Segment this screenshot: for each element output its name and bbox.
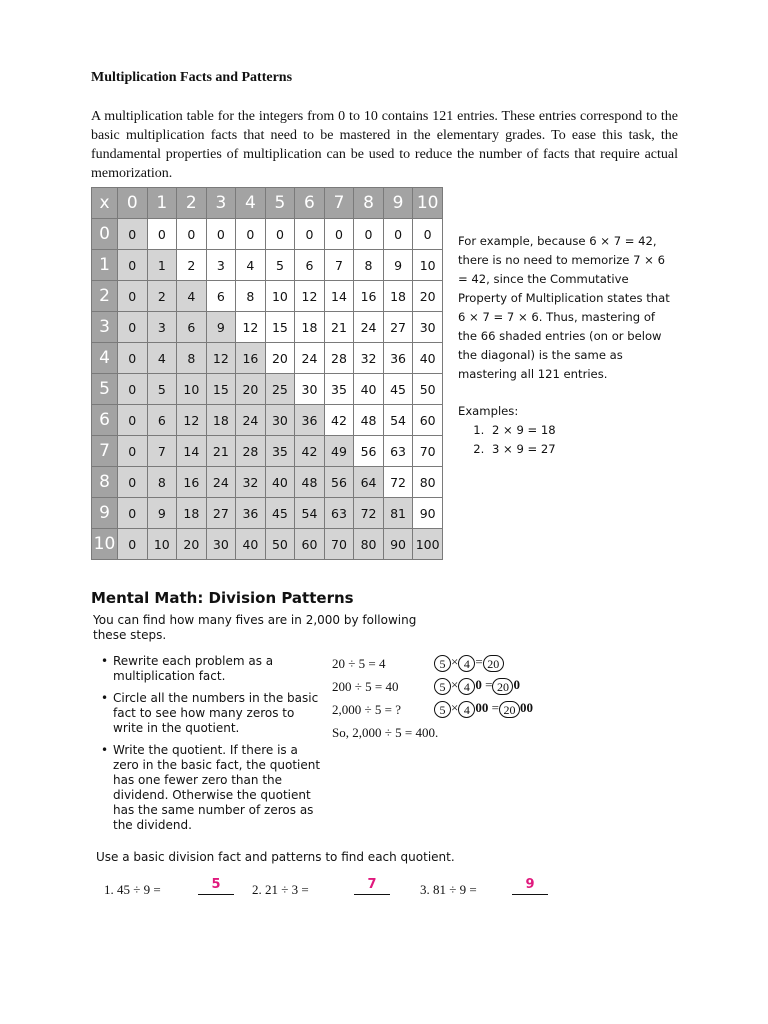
product-cell: 21 [206,436,236,467]
product-cell: 0 [147,219,177,250]
row-header: 7 [92,436,118,467]
column-header: 3 [206,188,236,219]
equation-4: So, 2,000 ÷ 5 = 400. [332,725,439,740]
product-cell: 56 [324,467,354,498]
product-cell: 8 [236,281,266,312]
product-cell: 10 [147,529,177,560]
column-header: 0 [118,188,148,219]
circled-number: 4 [458,678,475,695]
row-header: 6 [92,405,118,436]
product-cell: 16 [354,281,384,312]
product-cell: 32 [236,467,266,498]
step-item: • Rewrite each problem as a multiplication fact. [101,654,326,684]
product-cell: 4 [177,281,207,312]
answer-3[interactable]: 9 [512,878,548,895]
row-header: 1 [92,250,118,281]
product-cell: 63 [383,436,413,467]
answer-1[interactable]: 5 [198,878,234,895]
column-header: 10 [413,188,443,219]
fact-3: 5 × 4 00 = 20 00 [434,700,533,718]
product-cell: 72 [383,467,413,498]
problem-3: 3. 81 ÷ 9 = [420,882,477,897]
product-cell: 20 [265,343,295,374]
product-cell: 25 [265,374,295,405]
product-cell: 0 [383,219,413,250]
product-cell: 24 [354,312,384,343]
product-cell: 3 [206,250,236,281]
circled-number: 5 [434,701,451,718]
table-row [92,219,443,250]
product-cell: 40 [236,529,266,560]
product-cell: 0 [177,219,207,250]
product-cell: 7 [324,250,354,281]
product-cell: 30 [265,405,295,436]
product-cell: 70 [413,436,443,467]
product-cell: 64 [354,467,384,498]
row-header: 4 [92,343,118,374]
column-header: 7 [324,188,354,219]
product-cell: 20 [177,529,207,560]
column-header: 8 [354,188,384,219]
product-cell: 40 [265,467,295,498]
table-row [92,343,443,374]
product-cell: 2 [177,250,207,281]
product-cell: 12 [177,405,207,436]
intro-paragraph: A multiplication table for the integers from 0 to 10 contains 121 entries. These entries correspond to the basic multiplication facts that need to be mastered in the elementary grades. To ease this task, the fundamental properties of multiplication can be used to reduce the number of facts that require actual memorization. [91,109,678,181]
column-header: 2 [177,188,207,219]
product-cell: 35 [265,436,295,467]
product-cell: 3 [147,312,177,343]
product-cell: 1 [147,250,177,281]
table-row [92,498,443,529]
circled-number: 4 [458,701,475,718]
product-cell: 36 [295,405,325,436]
product-cell: 0 [324,219,354,250]
answer-2[interactable]: 7 [354,878,390,895]
problem-1: 1. 45 ÷ 9 = [104,882,161,897]
circled-number: 20 [499,701,520,718]
commutative-note [458,232,673,459]
product-cell: 0 [265,219,295,250]
product-cell: 9 [206,312,236,343]
product-cell: 81 [383,498,413,529]
product-cell: 80 [354,529,384,560]
product-cell: 90 [413,498,443,529]
product-cell: 14 [177,436,207,467]
equation-1: 20 ÷ 5 = 4 [332,656,386,671]
corner-cell: x [92,188,118,219]
product-cell: 80 [413,467,443,498]
table-header-row [92,188,443,219]
column-header: 1 [147,188,177,219]
extra-zeros: 0 [513,677,520,692]
product-cell: 9 [147,498,177,529]
product-cell: 6 [295,250,325,281]
example-item: 1. 2 × 9 = 18 [488,421,673,440]
equation-2: 200 ÷ 5 = 40 [332,679,399,694]
product-cell: 49 [324,436,354,467]
fact-1: 5 × 4 = 20 [434,654,504,672]
product-cell: 18 [177,498,207,529]
product-cell: 0 [118,467,148,498]
column-header: 9 [383,188,413,219]
product-cell: 48 [295,467,325,498]
product-cell: 24 [295,343,325,374]
product-cell: 27 [206,498,236,529]
product-cell: 15 [206,374,236,405]
product-cell: 40 [354,374,384,405]
product-cell: 32 [354,343,384,374]
circled-number: 20 [483,655,504,672]
product-cell: 0 [118,529,148,560]
section-title: Mental Math: Division Patterns [91,589,354,607]
product-cell: 60 [413,405,443,436]
product-cell: 6 [147,405,177,436]
product-cell: 12 [206,343,236,374]
product-cell: 10 [265,281,295,312]
product-cell: 0 [118,436,148,467]
product-cell: 28 [236,436,266,467]
product-cell: 12 [236,312,266,343]
product-cell: 45 [383,374,413,405]
product-cell: 4 [147,343,177,374]
product-cell: 8 [177,343,207,374]
circled-number: 5 [434,678,451,695]
product-cell: 0 [118,219,148,250]
product-cell: 70 [324,529,354,560]
product-cell: 28 [324,343,354,374]
row-header: 8 [92,467,118,498]
product-cell: 10 [177,374,207,405]
product-cell: 30 [206,529,236,560]
product-cell: 63 [324,498,354,529]
product-cell: 24 [206,467,236,498]
product-cell: 18 [295,312,325,343]
product-cell: 0 [118,343,148,374]
product-cell: 35 [324,374,354,405]
product-cell: 0 [118,374,148,405]
product-cell: 0 [118,498,148,529]
product-cell: 8 [354,250,384,281]
table-row [92,374,443,405]
product-cell: 54 [383,405,413,436]
column-header: 4 [236,188,266,219]
product-cell: 56 [354,436,384,467]
examples-list [458,421,673,459]
product-cell: 36 [383,343,413,374]
product-cell: 90 [383,529,413,560]
product-cell: 20 [413,281,443,312]
product-cell: 15 [265,312,295,343]
fact-2: 5 × 4 0 = 20 0 [434,677,520,695]
circled-number: 4 [458,655,475,672]
step-item: • Write the quotient. If there is a zero in the basic fact, the quotient has one fewer zero than the dividend. Otherwise the quotient has the same number of zeros as the dividend. [101,743,326,833]
row-header: 9 [92,498,118,529]
product-cell: 50 [413,374,443,405]
page-title: Multiplication Facts and Patterns [91,70,293,85]
problem-2: 2. 21 ÷ 3 = [252,882,309,897]
circled-number: 20 [492,678,513,695]
product-cell: 100 [413,529,443,560]
product-cell: 10 [413,250,443,281]
product-cell: 30 [295,374,325,405]
examples-title: Examples: [458,404,519,418]
product-cell: 42 [324,405,354,436]
table-row [92,436,443,467]
equation-3: 2,000 ÷ 5 = ? [332,702,401,717]
extra-zeros: 0 [475,677,482,692]
product-cell: 36 [236,498,266,529]
product-cell: 2 [147,281,177,312]
product-cell: 0 [118,281,148,312]
table-row [92,281,443,312]
row-header: 2 [92,281,118,312]
product-cell: 24 [236,405,266,436]
product-cell: 40 [413,343,443,374]
product-cell: 0 [118,312,148,343]
product-cell: 0 [236,219,266,250]
step-item: • Circle all the numbers in the basic fact to see how many zeros to write in the quotient. [101,691,326,736]
product-cell: 8 [147,467,177,498]
product-cell: 16 [236,343,266,374]
product-cell: 0 [295,219,325,250]
product-cell: 18 [383,281,413,312]
table-row [92,529,443,560]
row-header: 3 [92,312,118,343]
product-cell: 5 [265,250,295,281]
product-cell: 18 [206,405,236,436]
product-cell: 20 [236,374,266,405]
extra-zeros: 00 [475,700,489,715]
product-cell: 5 [147,374,177,405]
product-cell: 60 [295,529,325,560]
steps-list [101,654,326,840]
product-cell: 7 [147,436,177,467]
multiplication-table [91,187,443,560]
column-header: 6 [295,188,325,219]
table-row [92,250,443,281]
product-cell: 6 [177,312,207,343]
product-cell: 0 [354,219,384,250]
table-row [92,405,443,436]
section-lead: You can find how many fives are in 2,000 by following these steps. [93,613,417,642]
product-cell: 16 [177,467,207,498]
product-cell: 72 [354,498,384,529]
row-header: 5 [92,374,118,405]
product-cell: 0 [118,405,148,436]
product-cell: 0 [206,219,236,250]
example-item: 2. 3 × 9 = 27 [488,440,673,459]
product-cell: 0 [118,250,148,281]
product-cell: 6 [206,281,236,312]
product-cell: 27 [383,312,413,343]
product-cell: 21 [324,312,354,343]
product-cell: 14 [324,281,354,312]
product-cell: 45 [265,498,295,529]
row-header: 0 [92,219,118,250]
table-row [92,467,443,498]
product-cell: 54 [295,498,325,529]
product-cell: 0 [413,219,443,250]
product-cell: 48 [354,405,384,436]
note-text: For example, because 6 × 7 = 42, there is no need to memorize 7 × 6 = 42, since the Commutative Property of Multiplication states that 6 × 7 = 7 × 6. Thus, mastering of the 66 shaded entries (on or below the diagonal) is the same as mastering all 121 entries. [458,234,670,381]
product-cell: 4 [236,250,266,281]
exercise-instruction: Use a basic division fact and patterns to find each quotient. [96,850,455,864]
table-row [92,312,443,343]
row-header: 10 [92,529,118,560]
product-cell: 50 [265,529,295,560]
circled-number: 5 [434,655,451,672]
product-cell: 30 [413,312,443,343]
product-cell: 12 [295,281,325,312]
column-header: 5 [265,188,295,219]
product-cell: 42 [295,436,325,467]
extra-zeros: 00 [519,700,533,715]
product-cell: 9 [383,250,413,281]
